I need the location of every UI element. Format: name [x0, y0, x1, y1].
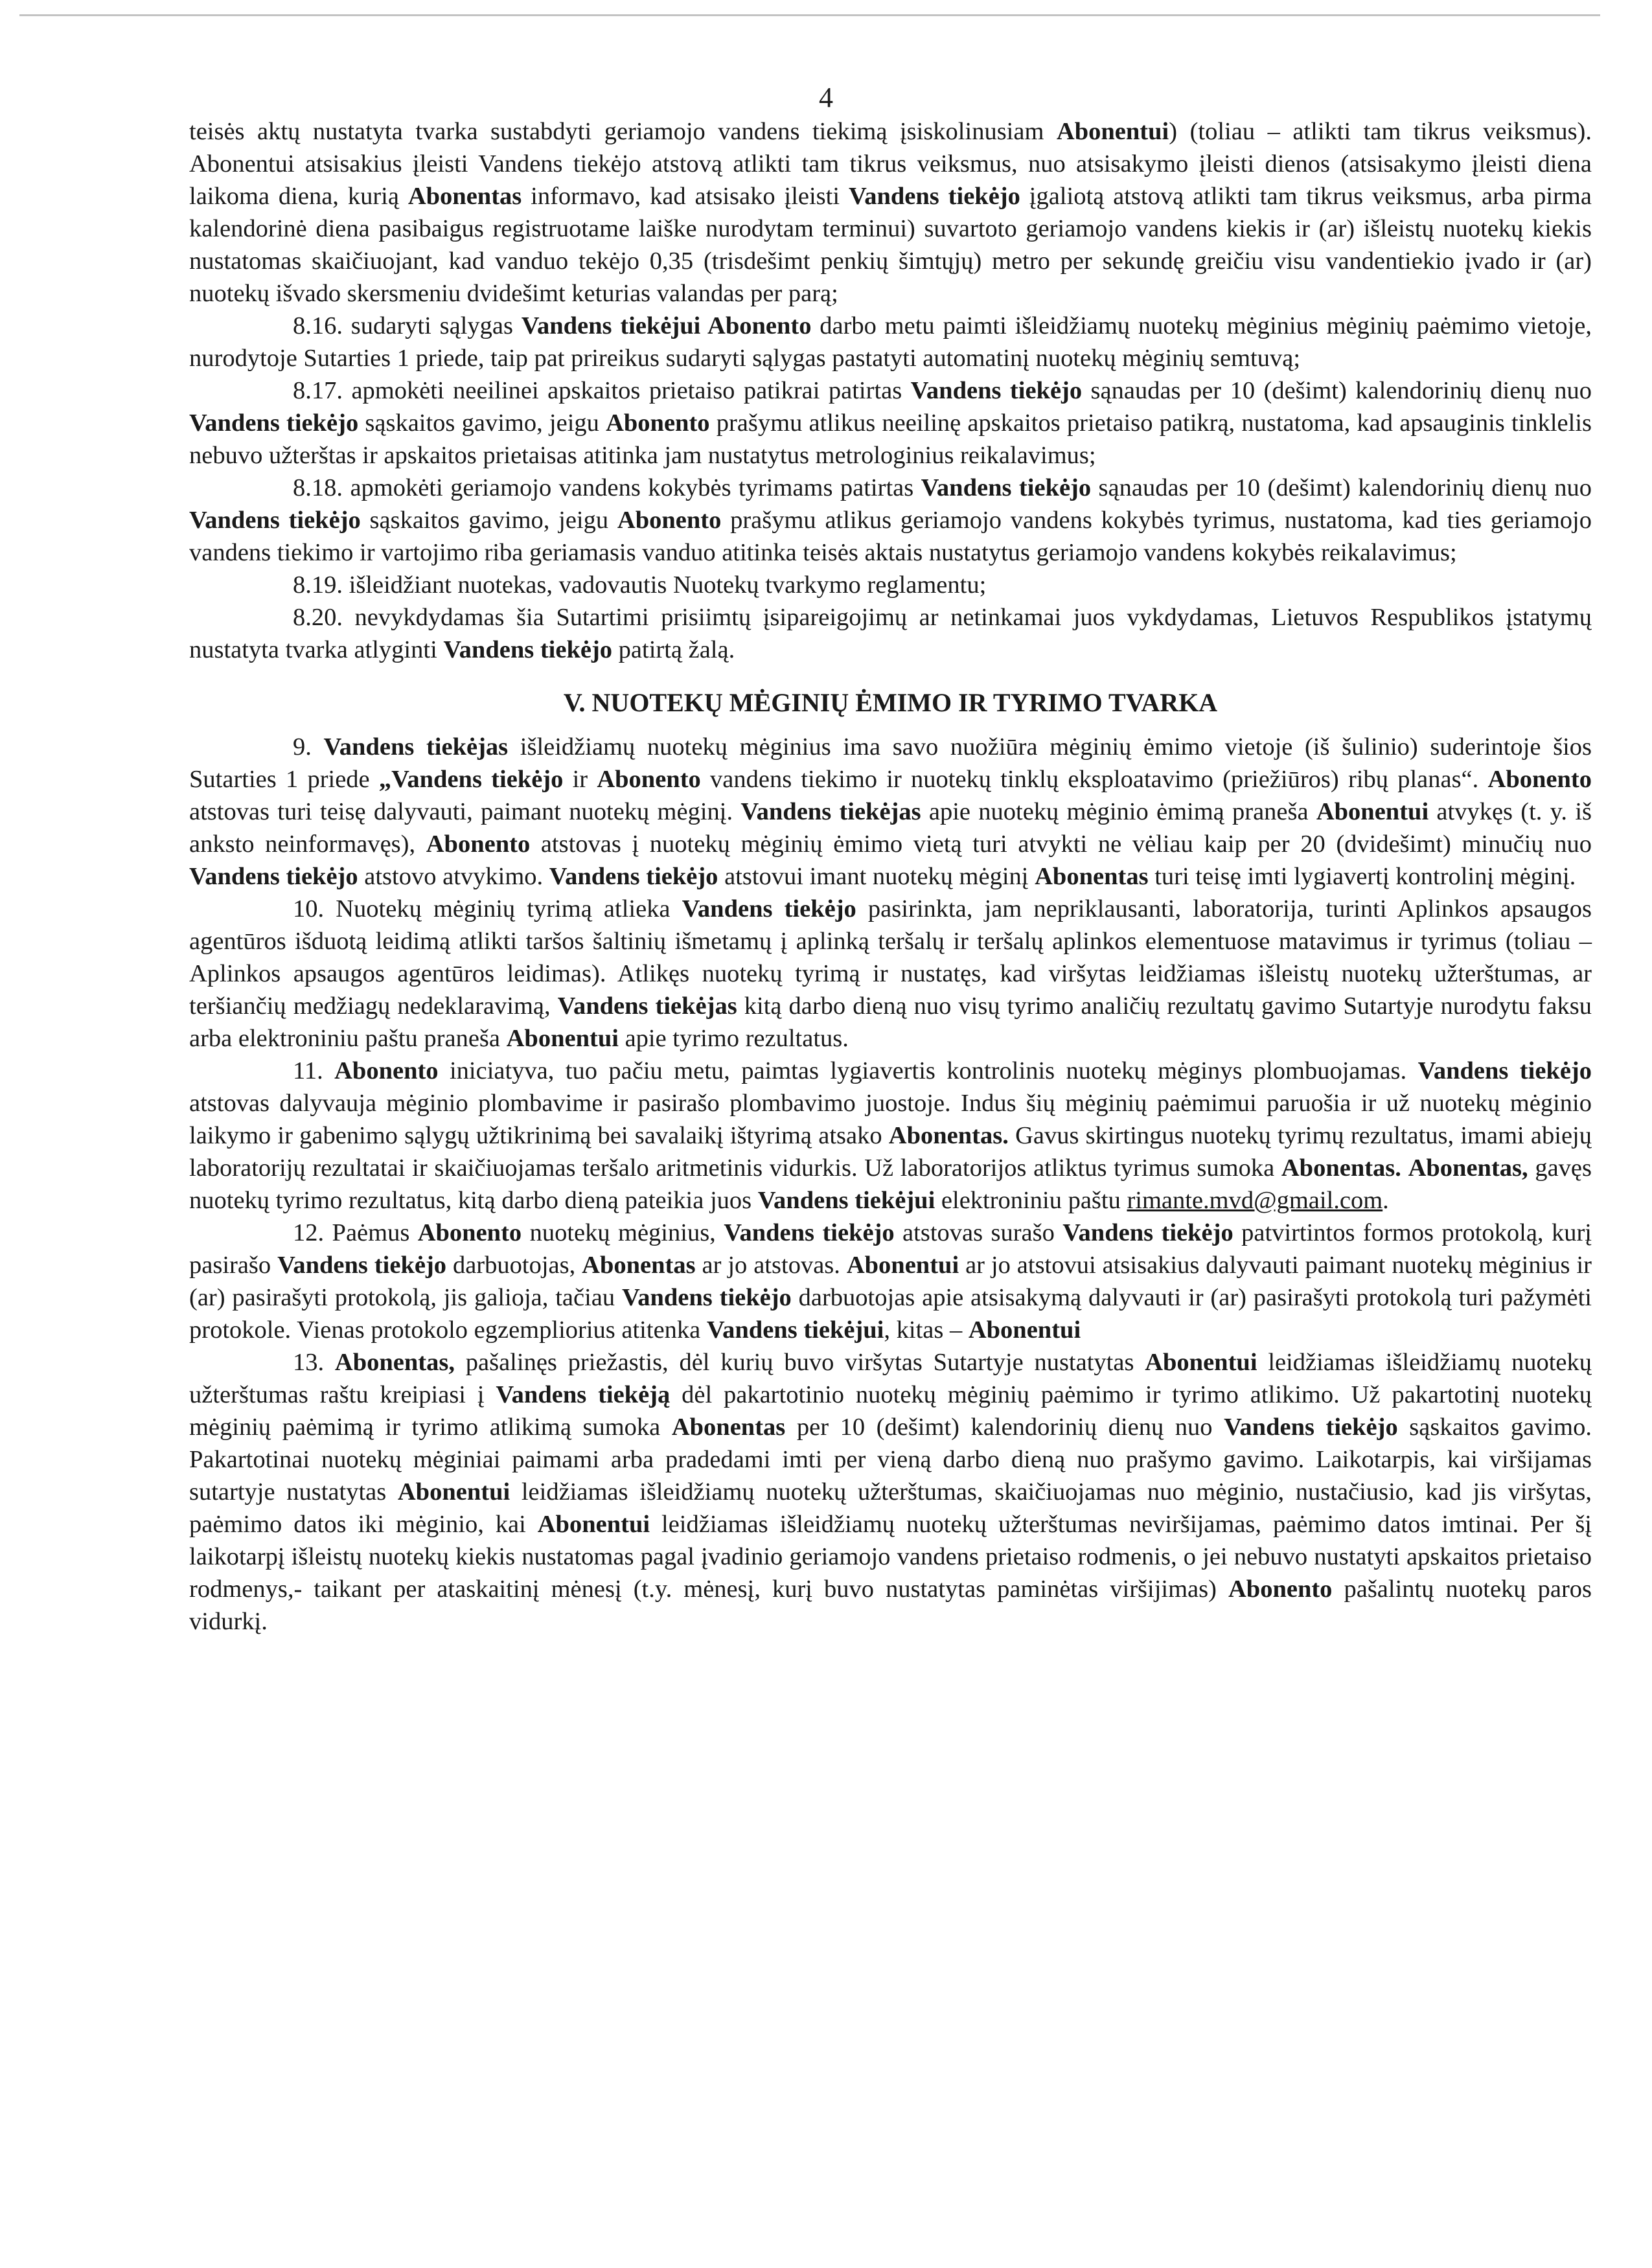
text-run: informavo, kad atsisako įleisti [522, 183, 849, 210]
bold-term: Vandens tiekėjo [277, 1252, 447, 1279]
text-run: 8.17. apmokėti neeilinei apskaitos prietaiso patikrai patirtas [293, 377, 911, 404]
text-run: atstovas turi teisę dalyvauti, paimant nuotekų mėginį. [189, 798, 741, 825]
section-title: V. NUOTEKŲ MĖGINIŲ ĖMIMO IR TYRIMO TVARKA [563, 688, 1218, 717]
bold-term: Abonento [597, 766, 701, 793]
bold-term: Vandens tiekėjo [549, 863, 718, 890]
paragraph-8-16 [189, 310, 1592, 374]
text-run: 8.20. nevykdydamas šia Sutartimi prisiimtų įsipareigojimų ar netinkamai juos vykdydamas, Lietuvos Respublikos įstatymų nustatyta tvarka atlyginti [189, 604, 1592, 663]
bold-term: Abonento [1228, 1575, 1333, 1603]
text-run: nuotekų mėginius, [522, 1219, 724, 1246]
bold-term: Vandens tiekėjas [323, 733, 509, 761]
bold-term: Vandens tiekėjo [682, 895, 856, 922]
bold-term: Abonentas [1035, 863, 1149, 890]
text-run: leidžiamas išleidžiamų nuotekų užterštumas, skaičiuojamas nuo mėginio, nustačiusio, kad jis viršytas, paėmimo datos iki mėginio, kai [189, 1478, 1592, 1538]
text-run: , kitas – [884, 1316, 969, 1344]
text-run: 8.18. apmokėti geriamojo vandens kokybės tyrimams patirtas [293, 474, 921, 501]
text-run: apie nuotekų mėginio ėmimą praneša [921, 798, 1316, 825]
bold-term: Abonentui [506, 1025, 619, 1052]
bold-term: Abonentui [1056, 118, 1169, 145]
bold-term: Abonento [1487, 766, 1592, 793]
bold-term: „Vandens tiekėjo [378, 766, 564, 793]
bold-term: Abonento [617, 507, 722, 534]
text-run: sąnaudas per 10 (dešimt) kalendorinių dienų nuo [1082, 377, 1592, 404]
text-run: teisės aktų nustatyta tvarka sustabdyti geriamojo vandens tiekimą įsiskolinusiam [189, 118, 1057, 145]
paragraph-13 [189, 1346, 1592, 1638]
bold-term: Abonento [417, 1219, 522, 1246]
page-number: 4 [819, 82, 833, 113]
bold-term: Abonentui [397, 1478, 511, 1506]
text-run: iniciatyva, tuo pačiu metu, paimtas lygiavertis kontrolinis nuotekų mėginys plombuojamas. [438, 1057, 1418, 1084]
bold-term: Abonentui [968, 1316, 1081, 1344]
text-run: 13. [293, 1349, 335, 1376]
text-run: prašymu atlikus neeilinę apskaitos prietaiso patikrą, nustatoma, kad apsauginis tinklelis nebuvo užterštas ir apskaitos prietaisas atitinka jam nustatytus metrologinius reikalavimus; [189, 409, 1592, 469]
text-run: . [1382, 1187, 1389, 1214]
section-sampling [189, 731, 1592, 1638]
bold-term: Abonentas [582, 1252, 696, 1279]
text-run: 11. [293, 1057, 335, 1084]
text-run: turi teisę imti lygiavertį kontrolinį mėginį. [1148, 863, 1576, 890]
paragraph-intro [189, 115, 1592, 310]
bold-term: Vandens tiekėjo [910, 377, 1083, 404]
paragraph-9 [189, 731, 1592, 893]
bold-term: Abonento [426, 830, 531, 858]
bold-term: Vandens tiekėjo [189, 507, 361, 534]
text-run: atstovas surašo [894, 1219, 1063, 1246]
text-run: pasirinkta, jam nepriklausanti, laboratorija, turinti Aplinkos apsaugos agentūros išduotą leidimą atlikti taršos šaltinių išmetamų į aplinką teršalų ir teršalų aplinkos elementuose matavimus ir tyrimus (toliau – Aplinkos apsaugos agentūros leidimas). Atlikęs nuotekų tyrimą ir nustatęs, kad viršytas leidžiamas išleistų nuotekų užterštumas, ar teršiančių medžiagų nedeklaravimą, [189, 895, 1592, 1020]
bold-term: Abonento [334, 1057, 439, 1084]
bold-term: Vandens tiekėjo [1062, 1219, 1233, 1246]
bold-term: Abonentas. [1281, 1154, 1401, 1182]
text-run: kitą darbo dieną nuo visų tyrimo analičių rezultatų gavimo Sutartyje nurodytu faksu arba elektroniniu paštu praneša [189, 992, 1592, 1052]
text-run: darbo metu paimti išleidžiamų nuotekų mėginius mėginių paėmimo vietoje, nurodytoje Sutarties 1 priede, taip pat prireikus sudaryti sąlygas pastatyti automatinį nuotekų mėginių semtuvą; [189, 312, 1592, 372]
bold-term: Vandens tiekėjui [757, 1187, 935, 1214]
text-run: leidžiamas išleidžiamų nuotekų užterštumas raštu kreipiasi į [189, 1349, 1592, 1408]
paragraph-8-17 [189, 374, 1592, 472]
email-link[interactable]: rimante.mvd@gmail.com [1127, 1187, 1383, 1214]
paragraph-12 [189, 1217, 1592, 1346]
bold-term: Vandens tiekėjui [706, 1316, 884, 1344]
text-run: atstovo atvykimo. [358, 863, 549, 890]
text-run: pašalinęs priežastis, dėl kurių buvo viršytas Sutartyje nustatytas [454, 1349, 1145, 1376]
text-run: sąskaitos gavimo, jeigu [360, 507, 617, 534]
text-run: atvykęs (t. y. iš anksto neinformavęs), [189, 798, 1592, 858]
text-run: atstovas į nuotekų mėginių ėmimo vietą turi atvykti ne vėliau kaip per 20 (dvidešimt) minučių nuo [530, 830, 1592, 858]
text-run: 9. [293, 733, 324, 761]
text-run: atstovas dalyvauja mėginio plombavime ir pasirašo plombavimo juostoje. Indus šių mėginių paėmimui paruošia ir už nuotekų mėginio laikymo ir gabenimo sąlygų užtikrinimą bei savalaikį ištyrimą atsako [189, 1090, 1592, 1149]
bold-term: Abonentui [1316, 798, 1429, 825]
text-run: atstovui imant nuotekų mėginį [718, 863, 1035, 890]
text-run: leidžiamas išleidžiamų nuotekų užterštumas neviršijamas, paėmimo datos imtinai. Per šį laikotarpį išleistų nuotekų kiekis nustatomas pagal įvadinio geriamojo vandens prietaiso rodmenis, o jei nebuvo nustatyti apskaitos prietaiso rodmenys,- taikant per ataskaitinį mėnesį (t.y. mėnesį, kurį buvo nustatytas paminėtas viršijimas) [189, 1511, 1592, 1603]
text-run: patvirtintos formos protokolą, kurį pasirašo [189, 1219, 1592, 1279]
paragraph-8-18 [189, 472, 1592, 569]
text-run: patirtą žalą. [612, 636, 735, 663]
bold-term: Abonentui [1145, 1349, 1257, 1376]
text-run: 8.19. išleidžiant nuotekas, vadovautis Nuotekų tvarkymo reglamentu; [293, 571, 987, 599]
bold-term: Abonentas [671, 1414, 786, 1441]
bold-term: Abonentas, [334, 1349, 455, 1376]
bold-term: Vandens tiekėjo [921, 474, 1092, 501]
bold-term: Abonentas, [1408, 1154, 1528, 1182]
text-run: dėl pakartotinio nuotekų mėginių paėmimo ir tyrimo atlikimo. Už pakartotinį nuotekų mėginių paėmimą ir tyrimo atlikimą sumoka [189, 1381, 1592, 1441]
text-run: 8.16. sudaryti sąlygas [293, 312, 522, 339]
bold-term: Abonentui [846, 1252, 959, 1279]
text-run: per 10 (dešimt) kalendorinių dienų nuo [785, 1414, 1224, 1441]
bold-term: Vandens tiekėjo [848, 183, 1020, 210]
scan-edge-line [19, 14, 1600, 16]
text-run [1401, 1154, 1408, 1182]
bold-term: Vandens tiekėjas [740, 798, 921, 825]
paragraph-8-20 [189, 601, 1592, 666]
text-run: ar jo atstovas. [695, 1252, 847, 1279]
text-run: sąnaudas per 10 (dešimt) kalendorinių dienų nuo [1091, 474, 1592, 501]
paragraph-10 [189, 893, 1592, 1055]
text-run: sąskaitos gavimo, jeigu [358, 409, 606, 437]
text-run: 10. Nuotekų mėginių tyrimą atlieka [293, 895, 682, 922]
text-run: sąskaitos gavimo. Pakartotinai nuotekų mėginiai paimami arba pradedami imti per vieną darbo dieną nuo prašymo gavimo. Laikotarpis, kai viršijamas sutartyje nustatytas [189, 1414, 1592, 1506]
text-run: gavęs nuotekų tyrimo rezultatus, kitą darbo dieną pateikia juos [189, 1154, 1592, 1214]
text-run: darbuotojas apie atsisakymą dalyvauti ir (ar) pasirašyti protokolą turi pažymėti protokole. Vienas protokolo egzempliorius atitenka [189, 1284, 1592, 1344]
bold-term: Vandens tiekėjo [1417, 1057, 1592, 1084]
bold-term: Vandens tiekėjas [557, 992, 737, 1020]
bold-term: Vandens tiekėjo [189, 409, 359, 437]
text-run: apie tyrimo rezultatus. [618, 1025, 849, 1052]
text-run: ir [563, 766, 597, 793]
text-run: darbuotojas, [446, 1252, 582, 1279]
text-run: išleidžiamų nuotekų mėginius ima savo nuožiūra mėginių ėmimo vietoje (iš šulinio) suderintoje šios Sutarties 1 priede [189, 733, 1592, 793]
text-run: ) (toliau – atlikti tam tikrus veiksmus). Abonentui atsisakius įleisti Vandens tiekėjo atstovą atlikti tam tikrus veiksmus, nuo atsisakymo įleisti dienos (atsisakymo įleisti diena laikoma diena, kurią [189, 118, 1592, 210]
bold-term: Vandens tiekėją [496, 1381, 671, 1408]
bold-term: Vandens tiekėjo [189, 863, 358, 890]
bold-term: Vandens tiekėjo [443, 636, 613, 663]
text-run: 12. Paėmus [293, 1219, 418, 1246]
text-run: prašymu atlikus geriamojo vandens kokybės tyrimus, nustatoma, kad ties geriamojo vandens tiekimo ir vartojimo riba geriamasis vanduo atitinka teisės aktais nustatytus geriamojo vandens kokybės reikalavimus; [189, 507, 1592, 566]
text-run: įgaliotą atstovą atlikti tam tikrus veiksmus, arba pirma kalendorinė diena pasibaigus registruotame laiške nurodytam terminui) suvartoto geriamojo vandens kiekis ir (ar) išleistų nuotekų kiekis nustatomas skaičiuojant, kad vanduo tekėjo 0,35 (trisdešimt penkių šimtųjų) metro per sekundę greičiu visu vandentiekio įvado ir (ar) nuotekų išvado skersmeniu dvidešimt keturias valandas per parą; [189, 183, 1592, 307]
bold-term: Abonentas. [888, 1122, 1009, 1149]
bold-term: Vandens tiekėjo [621, 1284, 792, 1311]
bold-term: Vandens tiekėjui Abonento [521, 312, 812, 339]
section-obligations [189, 115, 1592, 666]
text-run: ar jo atstovui atsisakius dalyvauti paimant nuotekų mėginius ir (ar) pasirašyti protokolą, jis galioja, tačiau [189, 1252, 1592, 1311]
paragraph-8-19 [189, 569, 1592, 601]
bold-term: Abonentui [537, 1511, 650, 1538]
bold-term: Abonentas [407, 183, 522, 210]
bold-term: Vandens tiekėjo [1224, 1414, 1398, 1441]
text-run: Gavus skirtingus nuotekų tyrimų rezultatus, imami abiejų laboratorijų rezultatai ir skaičiuojamas teršalo aritmetinis vidurkis. Už laboratorijos atliktus tyrimus sumoka [189, 1122, 1592, 1182]
text-run: pašalintų nuotekų paros vidurkį. [189, 1575, 1592, 1635]
text-run: elektroniniu paštu [935, 1187, 1127, 1214]
bold-term: Abonento [606, 409, 710, 437]
paragraph-11 [189, 1055, 1592, 1217]
document-body [189, 115, 1592, 1638]
bold-term: Vandens tiekėjo [724, 1219, 895, 1246]
text-run: vandens tiekimo ir nuotekų tinklų eksploatavimo (priežiūros) ribų planas“. [700, 766, 1488, 793]
